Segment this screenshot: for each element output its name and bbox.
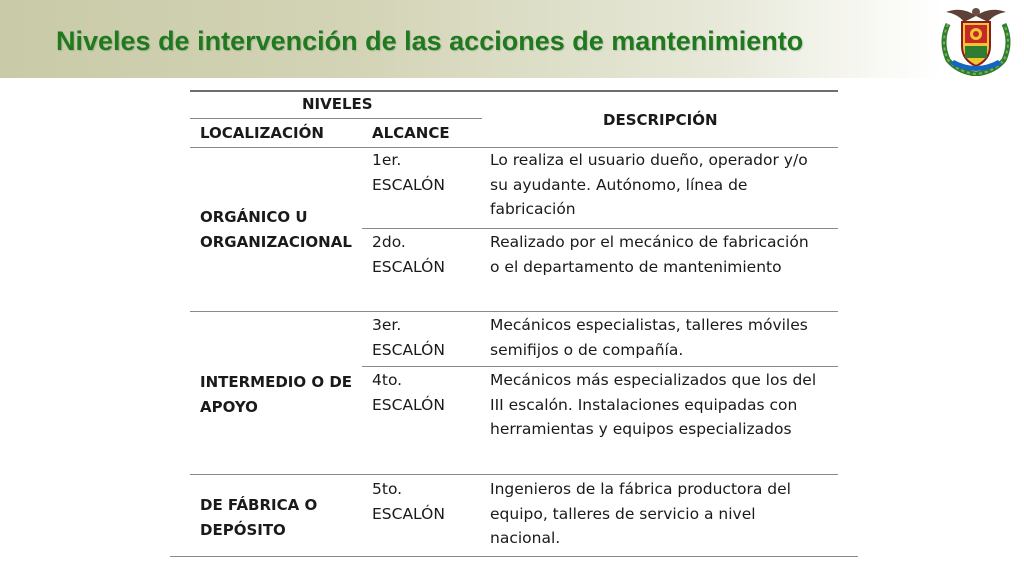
localizacion-cell: ORGÁNICO U ORGANIZACIONAL [200, 208, 352, 251]
header-niveles: NIVELES [302, 95, 373, 113]
alcance-cell: 3er. ESCALÓN [372, 316, 445, 359]
header-descripcion: DESCRIPCIÓN [603, 111, 718, 129]
table-bottom-rule [170, 556, 858, 557]
descripcion-cell: Lo realiza el usuario dueño, operador y/o su ayudante. Autónomo, línea de fabricación [490, 151, 808, 218]
alcance-cell: 2do. ESCALÓN [372, 233, 445, 276]
header-localizacion: LOCALIZACIÓN [200, 124, 324, 142]
group-divider [190, 311, 838, 312]
descripcion-cell: Ingenieros de la fábrica productora del equipo, talleres de servicio a nivel nacional. [490, 480, 791, 547]
table-top-rule [190, 90, 838, 92]
slide-title: Niveles de intervención de las acciones de mantenimiento [56, 26, 804, 56]
descripcion-cell: Mecánicos más especializados que los del III escalón. Instalaciones equipadas con herramientas y equipos especializados [490, 371, 817, 438]
descripcion-cell: Realizado por el mecánico de fabricación o el departamento de mantenimiento [490, 233, 809, 276]
alcance-cell: 1er. ESCALÓN [372, 151, 445, 194]
alcance-cell: 4to. ESCALÓN [372, 371, 445, 414]
descripcion-cell: Mecánicos especialistas, talleres móviles semifijos o de compañía. [490, 316, 808, 359]
row-divider [362, 228, 838, 229]
alcance-cell: 5to. ESCALÓN [372, 480, 445, 523]
row-divider [362, 366, 838, 367]
localizacion-cell: DE FÁBRICA O DEPÓSITO [200, 496, 318, 539]
localizacion-cell: INTERMEDIO O DE APOYO [200, 373, 353, 416]
group-divider [190, 474, 838, 475]
header-alcance: ALCANCE [372, 124, 450, 142]
niveles-underline [190, 118, 482, 119]
